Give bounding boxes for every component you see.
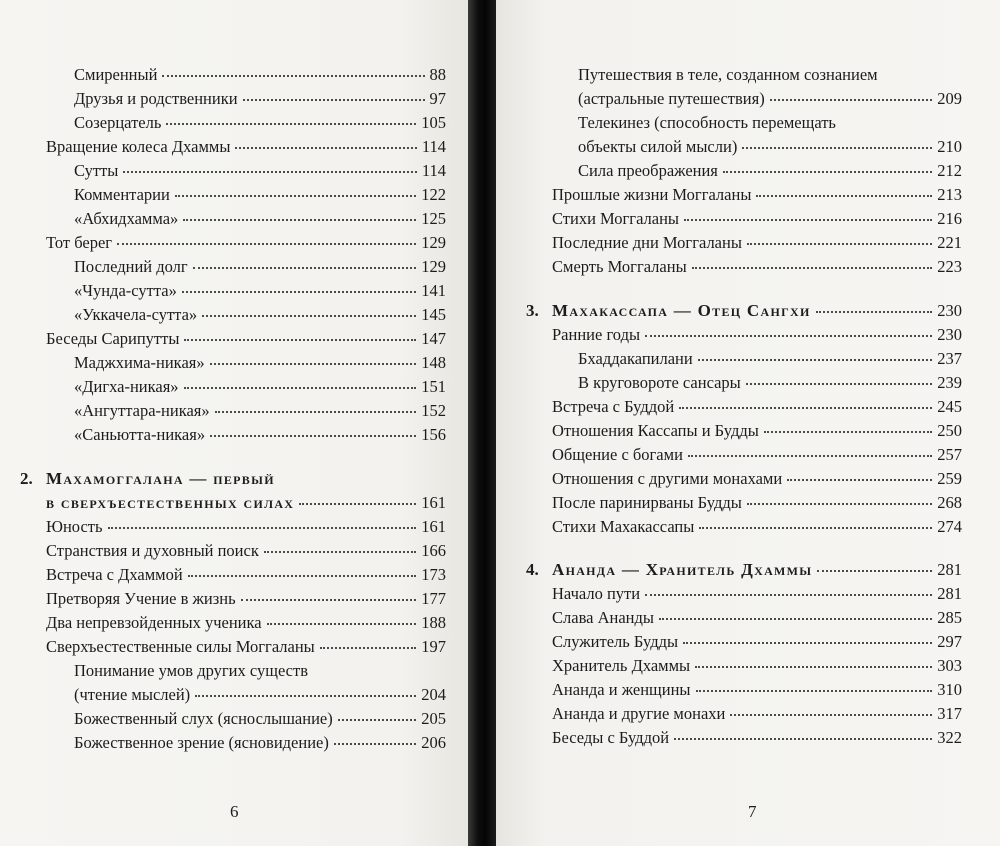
toc-entry (552, 728, 962, 748)
toc-entry (578, 161, 962, 181)
page-number: 6 (230, 802, 239, 821)
toc-entry-label: Сутты (74, 161, 119, 180)
dot-leader (645, 334, 932, 337)
toc-entry-label: Тот берег (46, 233, 113, 252)
toc-entry (552, 325, 962, 345)
toc-entry (552, 445, 962, 465)
dot-leader (699, 526, 932, 529)
toc-entry-page: 257 (937, 445, 962, 464)
toc-entry (46, 137, 446, 157)
toc-entry-page: 206 (421, 733, 446, 752)
toc-entry-label: Сверхъестественные силы Моггаланы (46, 637, 315, 656)
toc-entry-line1 (578, 65, 878, 85)
toc-entry (552, 680, 962, 700)
toc-entry-label: Последние дни Моггаланы (552, 233, 742, 252)
dot-leader (698, 358, 933, 361)
dot-leader (723, 170, 932, 173)
toc-entry-page: 322 (937, 728, 962, 747)
dot-leader (193, 266, 417, 269)
toc-entry (552, 632, 962, 652)
toc-entry-page: 188 (421, 613, 446, 632)
dot-leader (756, 194, 932, 197)
toc-entry-label: Встреча с Дхаммой (46, 565, 183, 584)
toc-entry-label: Путешествия в теле, созданном сознанием (578, 65, 878, 84)
toc-entry (46, 613, 446, 633)
toc-entry-page: 281 (937, 560, 962, 579)
dot-leader (742, 146, 932, 149)
toc-entry-label: Сила преображения (578, 161, 718, 180)
dot-leader (320, 646, 416, 649)
toc-entry-label: Отношения Кассапы и Будды (552, 421, 759, 440)
toc-entry-label: «Саньютта-никая» (74, 425, 206, 444)
toc-entry-page: 114 (421, 137, 446, 156)
toc-entry-page: 125 (421, 209, 446, 228)
toc-entry-page: 97 (429, 89, 446, 108)
toc-entry-label: Встреча с Буддой (552, 397, 675, 416)
toc-entry (74, 185, 446, 205)
toc-entry-page: 151 (421, 377, 446, 396)
toc-entry (74, 685, 446, 705)
dot-leader (267, 622, 417, 625)
toc-entry-label: Отношения с другими монахами (552, 469, 783, 488)
toc-entry-page: 221 (937, 233, 962, 252)
toc-entry-page: 197 (421, 637, 446, 656)
toc-entry (578, 137, 962, 157)
dot-leader (202, 314, 416, 317)
toc-entry-label: «Абхидхамма» (74, 209, 179, 228)
toc-entry-page: 223 (937, 257, 962, 276)
toc-entry-label: Служитель Будды (552, 632, 679, 651)
chapter-heading (552, 560, 962, 580)
toc-entry (552, 493, 962, 513)
chapter-title: Ананда — Хранитель Дхаммы (552, 560, 813, 579)
dot-leader (338, 718, 417, 721)
toc-entry-label: Вращение колеса Дхаммы (46, 137, 231, 156)
page-number: 7 (748, 802, 757, 821)
toc-entry (74, 113, 446, 133)
chapter-title: в сверхъестественных силах (46, 493, 295, 512)
toc-entry (552, 608, 962, 628)
toc-entry-page: 88 (429, 65, 446, 84)
dot-leader (696, 689, 933, 692)
dot-leader (747, 242, 932, 245)
toc-entry-label: Стихи Моггаланы (552, 209, 680, 228)
dot-leader (175, 194, 416, 197)
toc-entry (46, 637, 446, 657)
toc-entry-page: 141 (421, 281, 446, 300)
chapter-title-line2 (46, 493, 446, 513)
toc-entry-page: 268 (937, 493, 962, 512)
toc-entry-page: 105 (421, 113, 446, 132)
toc-entry (74, 709, 446, 729)
toc-entry (74, 257, 446, 277)
toc-entry-page: 204 (421, 685, 446, 704)
toc-entry (552, 257, 962, 277)
toc-entry (552, 517, 962, 537)
right-page (496, 0, 1000, 846)
dot-leader (334, 742, 416, 745)
toc-entry-label: Юность (46, 517, 103, 536)
book-gutter (468, 0, 496, 846)
toc-entry (74, 305, 446, 325)
toc-entry-label: Ранние годы (552, 325, 641, 344)
toc-entry (46, 517, 446, 537)
toc-entry-label: (астральные путешествия) (578, 89, 765, 108)
toc-entry-label: Ананда и женщины (552, 680, 691, 699)
toc-entry-label: Претворяя Учение в жизнь (46, 589, 236, 608)
toc-entry-label: Созерцатель (74, 113, 162, 132)
dot-leader (241, 598, 417, 601)
toc-entry (46, 541, 446, 561)
dot-leader (787, 478, 932, 481)
toc-entry-page: 129 (421, 233, 446, 252)
toc-entry (552, 209, 962, 229)
toc-entry (46, 329, 446, 349)
toc-entry (578, 89, 962, 109)
chapter-number: 2. (20, 469, 33, 488)
toc-entry (46, 233, 446, 253)
chapter-number: 3. (526, 301, 539, 320)
toc-entry (552, 421, 962, 441)
dot-leader (679, 406, 932, 409)
toc-entry-label: Божественный слух (яснослышание) (74, 709, 333, 728)
toc-entry-page: 166 (421, 541, 446, 560)
toc-entry-label: «Дигха-никая» (74, 377, 179, 396)
toc-entry-label: Друзья и родственники (74, 89, 238, 108)
dot-leader (117, 242, 416, 245)
dot-leader (123, 170, 417, 173)
toc-entry-label: Хранитель Дхаммы (552, 656, 691, 675)
toc-entry (46, 589, 446, 609)
toc-entry (74, 733, 446, 753)
toc-entry-page: 212 (937, 161, 962, 180)
toc-entry-page: 161 (421, 493, 446, 512)
dot-leader (695, 665, 932, 668)
toc-entry-page: 274 (937, 517, 962, 536)
toc-entry (552, 185, 962, 205)
toc-entry-page: 173 (421, 565, 446, 584)
toc-entry (74, 65, 446, 85)
toc-entry (552, 397, 962, 417)
dot-leader (299, 502, 416, 505)
toc-entry-label: В круговороте сансары (578, 373, 741, 392)
chapter-heading (552, 301, 962, 321)
dot-leader (210, 362, 417, 365)
toc-entry-label: (чтение мыслей) (74, 685, 191, 704)
chapter-title-line1: Махамоггалана — первый (46, 469, 275, 488)
toc-entry-page: 230 (937, 325, 962, 344)
toc-entry-page: 152 (421, 401, 446, 420)
toc-entry-page: 216 (937, 209, 962, 228)
toc-entry (74, 425, 446, 445)
toc-entry (552, 656, 962, 676)
dot-leader (730, 713, 932, 716)
toc-entry (46, 565, 446, 585)
dot-leader (817, 569, 932, 572)
dot-leader (688, 454, 932, 457)
toc-entry (552, 704, 962, 724)
dot-leader (243, 98, 425, 101)
toc-entry-page: 156 (421, 425, 446, 444)
toc-entry-page: 205 (421, 709, 446, 728)
toc-entry-page: 213 (937, 185, 962, 204)
dot-leader (645, 593, 932, 596)
toc-entry (74, 353, 446, 373)
dot-leader (184, 386, 417, 389)
dot-leader (692, 266, 933, 269)
dot-leader (108, 526, 417, 529)
toc-entry-label: Беседы с Буддой (552, 728, 670, 747)
toc-entry-line1 (74, 661, 308, 681)
toc-entry (74, 161, 446, 181)
dot-leader (166, 122, 416, 125)
toc-entry-label: Маджхима-никая» (74, 353, 205, 372)
toc-entry-label: Прошлые жизни Моггаланы (552, 185, 752, 204)
toc-entry-page: 285 (937, 608, 962, 627)
toc-entry-page: 237 (937, 349, 962, 368)
toc-entry-page: 129 (421, 257, 446, 276)
toc-entry-label: Ананда и другие монахи (552, 704, 726, 723)
toc-entry-page: 177 (421, 589, 446, 608)
dot-leader (183, 218, 416, 221)
toc-entry-page: 145 (421, 305, 446, 324)
dot-leader (816, 310, 933, 313)
toc-entry (74, 281, 446, 301)
toc-entry-label: После паринирваны Будды (552, 493, 742, 512)
toc-entry-label: Последний долг (74, 257, 188, 276)
dot-leader (747, 502, 932, 505)
toc-entry-page: 310 (937, 680, 962, 699)
toc-entry-label: объекты силой мысли) (578, 137, 738, 156)
dot-leader (264, 550, 416, 553)
dot-leader (162, 74, 424, 77)
toc-entry (74, 377, 446, 397)
toc-entry-page: 230 (937, 301, 962, 320)
dot-leader (235, 146, 416, 149)
toc-entry-label: «Уккачела-сутта» (74, 305, 198, 324)
toc-entry-label: Понимание умов других существ (74, 661, 308, 680)
toc-entry-page: 114 (421, 161, 446, 180)
toc-entry (74, 209, 446, 229)
toc-entry-page: 297 (937, 632, 962, 651)
toc-entry (552, 233, 962, 253)
toc-entry-page: 259 (937, 469, 962, 488)
toc-entry-page: 161 (421, 517, 446, 536)
toc-entry-page: 245 (937, 397, 962, 416)
toc-entry (578, 373, 962, 393)
toc-entry-page: 147 (421, 329, 446, 348)
toc-entry-label: Телекинез (способность перемещать (578, 113, 836, 132)
right-toc (496, 0, 1000, 846)
toc-entry-page: 281 (937, 584, 962, 603)
chapter-number: 4. (526, 560, 539, 579)
toc-entry (74, 89, 446, 109)
dot-leader (184, 338, 416, 341)
toc-entry-label: «Ангуттара-никая» (74, 401, 210, 420)
toc-entry (578, 349, 962, 369)
toc-entry-label: «Чунда-сутта» (74, 281, 177, 300)
dot-leader (182, 290, 416, 293)
toc-entry (74, 401, 446, 421)
toc-entry-page: 209 (937, 89, 962, 108)
dot-leader (684, 218, 932, 221)
dot-leader (746, 382, 932, 385)
chapter-title: Махакассапа — Отец Сангхи (552, 301, 811, 320)
toc-entry-page: 122 (421, 185, 446, 204)
toc-entry (552, 584, 962, 604)
dot-leader (683, 641, 932, 644)
toc-entry-label: Беседы Сарипутты (46, 329, 180, 348)
toc-entry-page: 210 (937, 137, 962, 156)
dot-leader (659, 617, 932, 620)
toc-entry-label: Смерть Моггаланы (552, 257, 687, 276)
toc-entry-label: Два непревзойденных ученика (46, 613, 262, 632)
toc-entry-label: Божественное зрение (ясновидение) (74, 733, 329, 752)
toc-entry-label: Странствия и духовный поиск (46, 541, 259, 560)
dot-leader (770, 98, 933, 101)
dot-leader (188, 574, 417, 577)
dot-leader (764, 430, 932, 433)
toc-entry-label: Смиренный (74, 65, 158, 84)
toc-entry-label: Стихи Махакассапы (552, 517, 695, 536)
toc-entry-line1 (578, 113, 836, 133)
toc-entry-page: 239 (937, 373, 962, 392)
dot-leader (215, 410, 417, 413)
dot-leader (674, 737, 932, 740)
toc-entry-page: 250 (937, 421, 962, 440)
toc-entry-page: 303 (937, 656, 962, 675)
toc-entry-label: Начало пути (552, 584, 641, 603)
toc-entry-page: 148 (421, 353, 446, 372)
left-page (0, 0, 468, 846)
toc-entry-page: 317 (937, 704, 962, 723)
toc-entry (552, 469, 962, 489)
toc-entry-label: Общение с богами (552, 445, 683, 464)
toc-entry-label: Бхаддакапилани (578, 349, 693, 368)
dot-leader (210, 434, 416, 437)
dot-leader (195, 694, 416, 697)
toc-entry-label: Комментарии (74, 185, 170, 204)
left-toc (0, 0, 468, 846)
toc-entry-label: Слава Ананды (552, 608, 654, 627)
